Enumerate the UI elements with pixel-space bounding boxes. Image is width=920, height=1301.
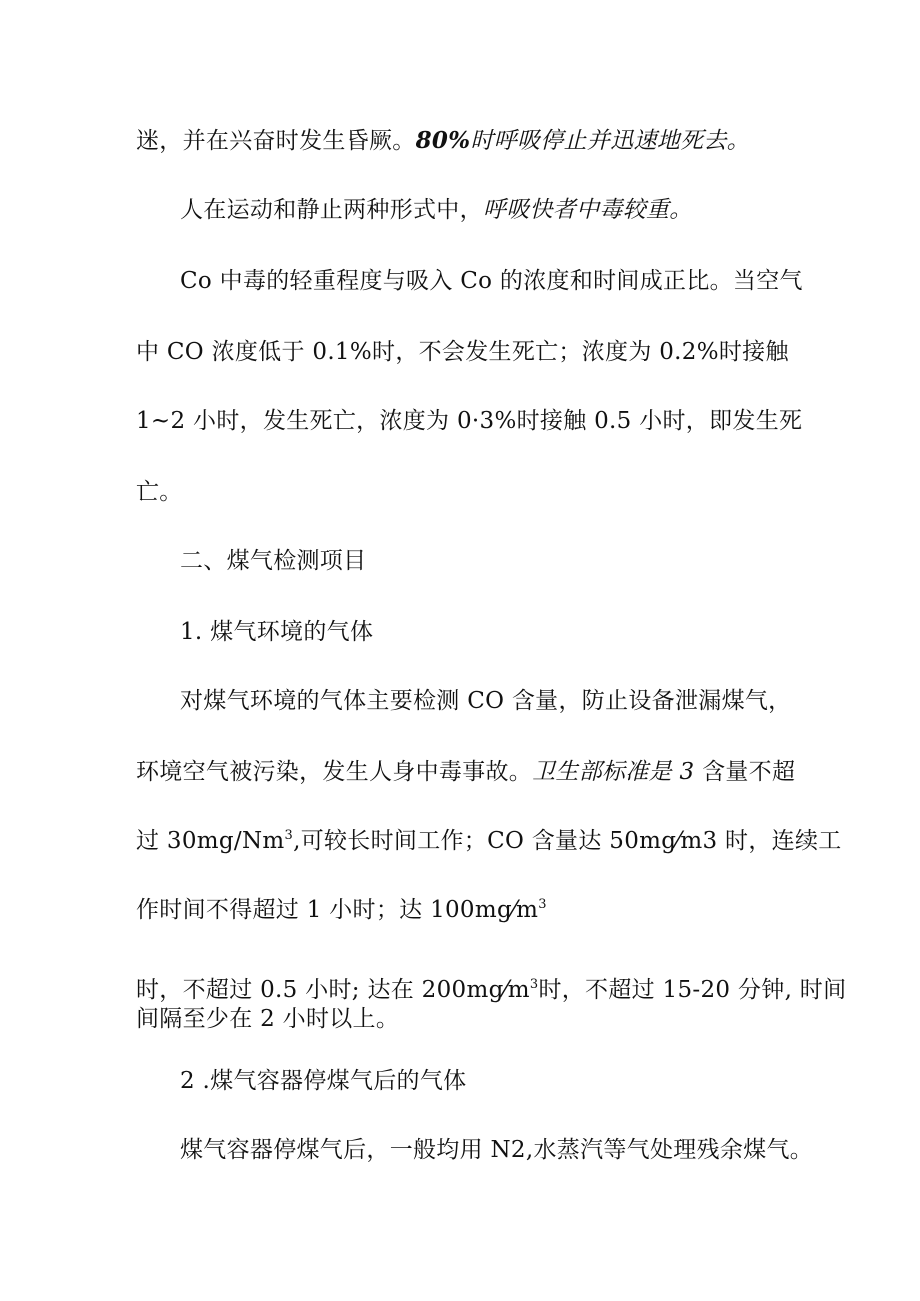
- superscript: 3: [284, 828, 294, 843]
- text-run: 时，不超过 15-20 分钟, 时间: [538, 977, 847, 1003]
- section-heading: 二、煤气检测项目: [180, 548, 367, 574]
- text-run-italic: 时呼吸停止并迅速地死去。: [470, 128, 750, 154]
- superscript: 3: [529, 977, 539, 992]
- text-run: 含量不超: [694, 759, 796, 785]
- text-run-italic: 卫生部标准是 3: [532, 759, 695, 785]
- paragraph-line: [136, 757, 795, 787]
- text-run: 过 30mg/Nm: [136, 828, 285, 854]
- paragraph-line: 间隔至少在 2 小时以上。: [136, 1006, 400, 1032]
- subsection-heading: 2 .煤气容器停煤气后的气体: [180, 1068, 467, 1094]
- paragraph-line: [136, 126, 750, 156]
- paragraph-line: 对煤气环境的气体主要检测 CO 含量，防止设备泄漏煤气，: [180, 688, 792, 714]
- paragraph-line: Co 中毒的轻重程度与吸入 Co 的浓度和时间成正比。当空气: [180, 268, 803, 294]
- text-run: 时，不超过 0.5 小时; 达在 200mg⁄m: [136, 977, 530, 1003]
- paragraph-line: [136, 826, 842, 856]
- subsection-heading: 1. 煤气环境的气体: [180, 619, 374, 645]
- paragraph-line: 煤气容器停煤气后，一般均用 N2,水蒸汽等气处理残余煤气。: [180, 1137, 814, 1163]
- text-run: 作时间不得超过 1 小时；达 100mg⁄m: [136, 897, 539, 923]
- text-run-emphasis: 80%: [415, 127, 471, 154]
- text-run: 人在运动和静止两种形式中，: [180, 197, 483, 223]
- paragraph-line: 亡。: [136, 479, 183, 505]
- paragraph-line: 中 CO 浓度低于 0.1%时，不会发生死亡；浓度为 0.2%时接触: [136, 339, 789, 365]
- text-run: 环境空气被污染，发生人身中毒事故。: [136, 759, 533, 785]
- text-run: 迷，并在兴奋时发生昏厥。: [136, 128, 416, 154]
- paragraph-line: [180, 195, 693, 225]
- paragraph-line: [136, 895, 547, 925]
- superscript: 3: [538, 897, 547, 912]
- text-run: ,可较长时间工作；CO 含量达 50mg⁄m3 时，连续工: [293, 828, 842, 854]
- text-run-italic: 呼吸快者中毒较重。: [482, 197, 693, 223]
- paragraph-line: [136, 975, 846, 1005]
- paragraph-line: 1~2 小时，发生死亡，浓度为 0·3%时接触 0.5 小时，即发生死: [136, 408, 803, 434]
